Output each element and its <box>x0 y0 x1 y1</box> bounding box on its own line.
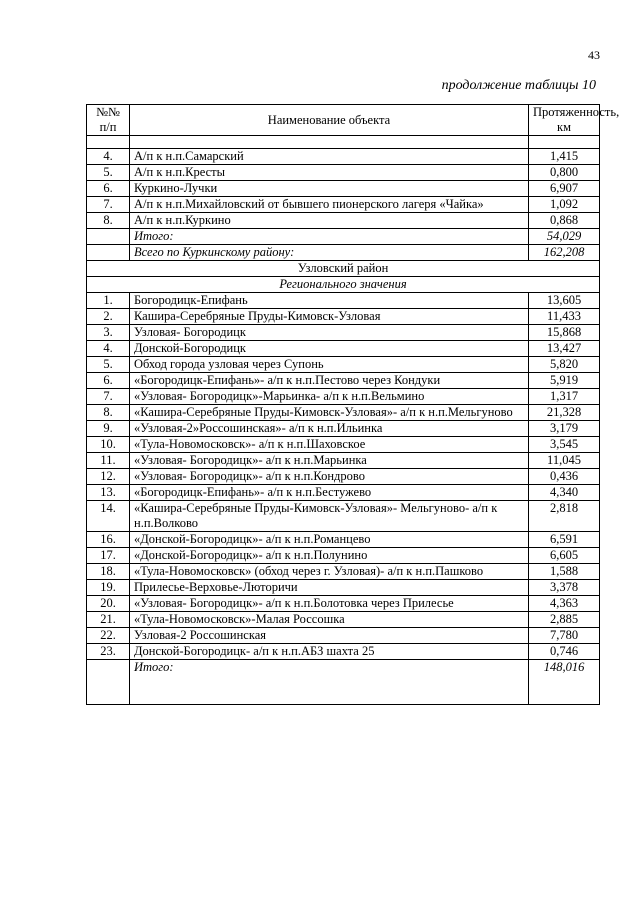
row-name: «Тула-Новомосковск»- а/п к н.п.Шаховское <box>130 437 529 453</box>
uzlovsky-subtotal-row <box>87 660 600 705</box>
row-name: Узловая- Богородицк <box>130 325 529 341</box>
kurkino-subtotal-row <box>87 229 600 245</box>
row-name: «Донской-Богородицк»- а/п к н.п.Романцево <box>130 532 529 548</box>
row-number: 3. <box>87 325 130 341</box>
row-number: 7. <box>87 197 130 213</box>
table-row <box>87 437 600 453</box>
table-row <box>87 405 600 421</box>
table-row <box>87 421 600 437</box>
row-number: 5. <box>87 165 130 181</box>
row-name: «Донской-Богородицк»- а/п к н.п.Полунино <box>130 548 529 564</box>
row-length: 4,363 <box>529 596 600 612</box>
row-number: 19. <box>87 580 130 596</box>
row-name: Донской-Богородицк <box>130 341 529 357</box>
row-number: 14. <box>87 501 130 532</box>
kurkino-subtotal-empty-cell <box>87 229 130 245</box>
row-number: 20. <box>87 596 130 612</box>
row-length: 1,415 <box>529 149 600 165</box>
row-number: 6. <box>87 181 130 197</box>
row-name: А/п к н.п.Куркино <box>130 213 529 229</box>
subsection-title-regional: Регионального значения <box>87 277 600 293</box>
row-length: 0,746 <box>529 644 600 660</box>
table-row <box>87 293 600 309</box>
table-row <box>87 532 600 548</box>
row-name: Богородицк-Епифань <box>130 293 529 309</box>
kurkino-total-empty-cell <box>87 245 130 261</box>
row-name: Прилесье-Верховье-Люторичи <box>130 580 529 596</box>
row-number: 10. <box>87 437 130 453</box>
row-number: 13. <box>87 485 130 501</box>
row-length: 6,907 <box>529 181 600 197</box>
row-length: 0,868 <box>529 213 600 229</box>
row-name: «Узловая- Богородицк»- а/п к н.п.Кондрово <box>130 469 529 485</box>
row-length: 1,588 <box>529 564 600 580</box>
row-number: 8. <box>87 213 130 229</box>
table-row <box>87 149 600 165</box>
row-number: 4. <box>87 149 130 165</box>
row-name: А/п к н.п.Самарский <box>130 149 529 165</box>
row-name: «Узловая- Богородицк»- а/п к н.п.Марьинка <box>130 453 529 469</box>
table-header-row <box>87 105 600 136</box>
table-row <box>87 596 600 612</box>
table-row <box>87 341 600 357</box>
row-name: «Богородицк-Епифань»- а/п к н.п.Бестужево <box>130 485 529 501</box>
row-number: 4. <box>87 341 130 357</box>
row-name: «Узловая- Богородицк»-Марьинка- а/п к н.п.Вельмино <box>130 389 529 405</box>
table-row <box>87 357 600 373</box>
row-number: 8. <box>87 405 130 421</box>
uzlovsky-subtotal-value: 148,016 <box>529 660 600 705</box>
row-name: Донской-Богородицк- а/п к н.п.АБЗ шахта 25 <box>130 644 529 660</box>
row-length: 21,328 <box>529 405 600 421</box>
row-name: Кашира-Серебряные Пруды-Кимовск-Узловая <box>130 309 529 325</box>
row-name: А/п к н.п.Кресты <box>130 165 529 181</box>
row-number: 21. <box>87 612 130 628</box>
table-continuation-label: продолжение таблицы 10 <box>441 78 596 93</box>
row-name: «Тула-Новомосковск» (обход через г. Узловая)- а/п к н.п.Пашково <box>130 564 529 580</box>
table-row <box>87 213 600 229</box>
row-name: Узловая-2 Россошинская <box>130 628 529 644</box>
kurkino-total-value: 162,208 <box>529 245 600 261</box>
row-name: «Кашира-Серебряные Пруды-Кимовск-Узловая»- Мельгуново- а/п к н.п.Волково <box>130 501 529 532</box>
kurkino-total-row <box>87 245 600 261</box>
row-length: 2,818 <box>529 501 600 532</box>
row-length: 6,591 <box>529 532 600 548</box>
row-number: 9. <box>87 421 130 437</box>
row-length: 4,340 <box>529 485 600 501</box>
row-name: «Тула-Новомосковск»-Малая Россошка <box>130 612 529 628</box>
table-row <box>87 309 600 325</box>
row-length: 7,780 <box>529 628 600 644</box>
separator-row <box>87 136 600 149</box>
table-row <box>87 548 600 564</box>
row-length: 5,919 <box>529 373 600 389</box>
table-row <box>87 580 600 596</box>
row-number: 1. <box>87 293 130 309</box>
row-length: 15,868 <box>529 325 600 341</box>
row-length: 3,545 <box>529 437 600 453</box>
row-length: 13,427 <box>529 341 600 357</box>
row-name: Куркино-Лучки <box>130 181 529 197</box>
table-row <box>87 469 600 485</box>
kurkino-subtotal-value: 54,029 <box>529 229 600 245</box>
table-row <box>87 564 600 580</box>
row-number: 22. <box>87 628 130 644</box>
row-length: 0,800 <box>529 165 600 181</box>
row-name: «Узловая-2»Россошинская»- а/п к н.п.Ильинка <box>130 421 529 437</box>
row-name: Обход города узловая через Супонь <box>130 357 529 373</box>
row-length: 3,378 <box>529 580 600 596</box>
table-row <box>87 165 600 181</box>
row-length: 3,179 <box>529 421 600 437</box>
table-row <box>87 612 600 628</box>
row-name: «Богородицк-Епифань»- а/п к н.п.Пестово через Кондуки <box>130 373 529 389</box>
uzlovsky-subtotal-label: Итого: <box>130 660 529 705</box>
row-length: 0,436 <box>529 469 600 485</box>
page-number: 43 <box>588 48 600 62</box>
roads-table <box>86 104 620 705</box>
section-title-uzlovsky: Узловский район <box>87 261 600 277</box>
row-length: 2,885 <box>529 612 600 628</box>
table-row <box>87 181 600 197</box>
row-length: 1,092 <box>529 197 600 213</box>
row-length: 1,317 <box>529 389 600 405</box>
row-number: 23. <box>87 644 130 660</box>
table-row <box>87 485 600 501</box>
row-length: 5,820 <box>529 357 600 373</box>
uzlovsky-subtotal-empty-cell <box>87 660 130 705</box>
section-title-uzlovsky-row <box>87 261 600 277</box>
table-row <box>87 453 600 469</box>
table-row <box>87 389 600 405</box>
header-number: №№ п/п <box>87 105 130 136</box>
table-row <box>87 644 600 660</box>
row-name: А/п к н.п.Михайловский от бывшего пионерского лагеря «Чайка» <box>130 197 529 213</box>
row-name: «Узловая- Богородицк»- а/п к н.п.Болотовка через Прилесье <box>130 596 529 612</box>
table-row <box>87 373 600 389</box>
row-length: 11,045 <box>529 453 600 469</box>
row-name: «Кашира-Серебряные Пруды-Кимовск-Узловая»- а/п к н.п.Мельгуново <box>130 405 529 421</box>
row-number: 6. <box>87 373 130 389</box>
row-number: 17. <box>87 548 130 564</box>
row-number: 11. <box>87 453 130 469</box>
row-length: 6,605 <box>529 548 600 564</box>
row-number: 7. <box>87 389 130 405</box>
row-length: 13,605 <box>529 293 600 309</box>
table-row <box>87 197 600 213</box>
header-length: Протяженность, км <box>529 105 600 136</box>
row-number: 2. <box>87 309 130 325</box>
row-number: 5. <box>87 357 130 373</box>
kurkino-subtotal-label: Итого: <box>130 229 529 245</box>
row-number: 12. <box>87 469 130 485</box>
header-name: Наименование объекта <box>130 105 529 136</box>
subsection-title-regional-row <box>87 277 600 293</box>
row-length: 11,433 <box>529 309 600 325</box>
table-row <box>87 501 600 532</box>
row-number: 16. <box>87 532 130 548</box>
table-row <box>87 325 600 341</box>
table-row <box>87 628 600 644</box>
row-number: 18. <box>87 564 130 580</box>
kurkino-total-label: Всего по Куркинскому району: <box>130 245 529 261</box>
